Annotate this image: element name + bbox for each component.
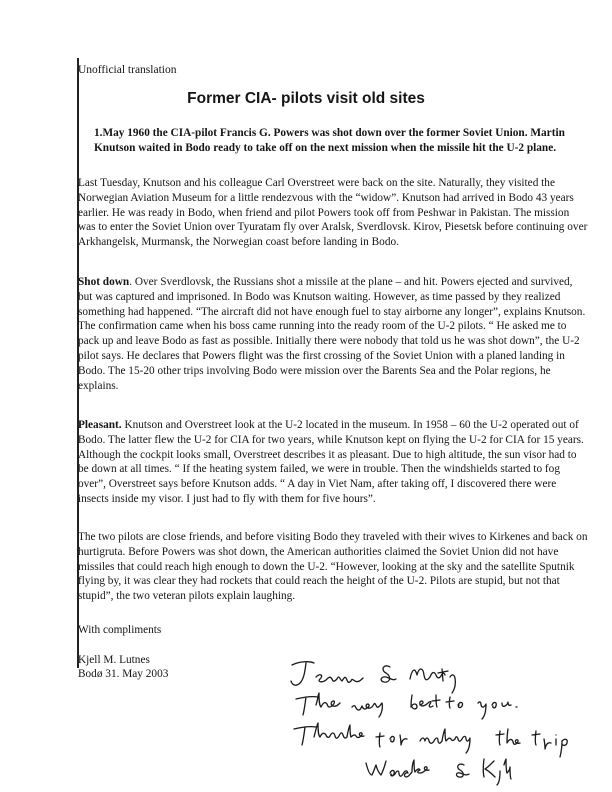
signature-name: Kjell M. Lutnes — [78, 654, 150, 666]
paragraph-text: . Over Sverdlovsk, the Russians shot a missile at the plane – and hit. Powers ejected and survived, but was captured and imprisoned. In Bodo was Knutson waiting. However, as time passed by they realized something had happened. “The aircraft did not have enough fuel to stay airborne any longer”, explains Knutson. The confirmation came when his boss came running into the ready room of the U-2 pilots. “ He asked me to pack up and leave Bodo as fast as possible. Initially there were nobody that told us he was shot down”, the U-2 pilot says. He declares that Powers flight was the first crossing of the Soviet Union with a planed landing in Bodo. The 15-20 other trips involving Bodo were mission over the Barents Sea and the Polar regions, he explains. — [78, 276, 586, 392]
paragraph-3 — [78, 418, 588, 507]
paragraph-4 — [78, 530, 588, 604]
paragraph-text: The two pilots are close friends, and before visiting Bodo they traveled with their wives to Kirkenes and back on hurtigruta. Before Powers was shot down, the American authorities claimed the Soviet Union did not have missiles that could reach high enough to down the U-2. “However, looking at the sky and the satellite Sputnik flying by, it was clear they had rockets that could reach the height of the U-2. Pilots are stupid, but not that stupid”, the two veteran pilots explain laughing. — [78, 531, 588, 603]
signature-place-date: Bodø 31. May 2003 — [78, 668, 169, 680]
paragraph-1 — [78, 176, 588, 250]
header-label: Unofficial translation — [78, 64, 177, 76]
handwritten-note — [280, 655, 600, 790]
lead-paragraph: 1.May 1960 the CIA-pilot Francis G. Powers was shot down over the former Soviet Union. Martin Knutson waited in Bodo ready to take off on the next mission when the missile hit the U-2 plane. — [94, 127, 565, 154]
closing-line: With compliments — [78, 624, 162, 636]
paragraph-lead-in: Pleasant. — [78, 419, 122, 431]
paragraph-text: Last Tuesday, Knutson and his colleague Carl Overstreet were back on the site. Naturally, they visited the Norwegian Aviation Museum for a little rendezvous with the “widow”. Knutson had arrived in Bodo 43 years earlier. He was ready in Bodo, when friend and pilot Powers took off from Peshwar in Pakistan. The mission was to enter the Soviet Union over Tyuratam fly over Aralsk, Sverdlovsk. Kirov, Piesetsk before continuing over Arkhangelsk, Murmansk, the Norwegian coast before landing in Bodo. — [78, 177, 588, 249]
paragraph-2 — [78, 275, 588, 393]
document-title: Former CIA- pilots visit old sites — [187, 90, 425, 107]
paragraph-text: Knutson and Overstreet look at the U-2 located in the museum. In 1958 – 60 the U-2 operated out of Bodo. The latter flew the U-2 for CIA for two years, while Knutson kept on flying the U-2 for CIA for 15 years. Although the cockpit looks small, Overstreet describes it as pleasant. Due to high altitude, the sun visor had to be down at all times. “ If the heating system failed, we were in trouble. Then the windshields started to fog over”, Overstreet says before Knutson adds. “ A day in Viet Nam, after taking off, I discovered there were insects inside my visor. I just had to fly with them for five hours”. — [78, 419, 584, 505]
paragraph-lead-in: Shot down — [78, 276, 130, 288]
